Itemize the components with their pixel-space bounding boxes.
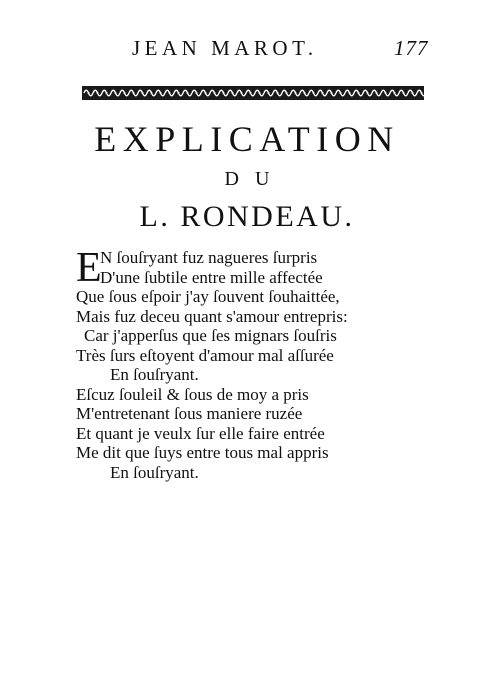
section-heading-connector: DU	[224, 168, 286, 190]
poem-refrain: En ſouſryant.	[110, 365, 199, 384]
running-head-title: JEAN MAROT.	[132, 36, 318, 60]
poem-line: Eſcuz ſouleil & ſous de moy a pris	[76, 384, 309, 404]
running-head	[0, 36, 494, 66]
poem-refrain: En ſouſryant.	[110, 462, 199, 482]
poem-line: Car j'apperſus que ſes mignars ſouſris	[84, 326, 337, 345]
poem-line: N ſouſryant fuz nagueres ſurpris	[100, 248, 318, 267]
drop-cap: E	[76, 245, 102, 291]
poem-line: Et quant je veulx ſur elle faire entrée	[76, 423, 325, 443]
poem-body	[76, 245, 416, 482]
poem-line: Mais fuz deceu quant s'amour entrepris:	[76, 306, 348, 326]
poem-line: Me dit que ſuys entre tous mal appris	[76, 443, 329, 462]
section-heading-rondeau: L. RONDEAU.	[139, 200, 355, 233]
section-heading-explication: EXPLICATION	[94, 119, 400, 159]
poem-line: Très ſurs eſtoyent d'amour mal aſſurée	[76, 345, 334, 365]
page-number: 177	[394, 36, 429, 60]
poem-line: M'entretenant ſous maniere ruzée	[76, 404, 303, 423]
ornamental-rule	[82, 86, 424, 100]
poem-line: D'une ſubtile entre mille affectée	[100, 267, 323, 287]
poem-line: Que ſous eſpoir j'ay ſouvent ſouhaittée,	[76, 287, 340, 306]
